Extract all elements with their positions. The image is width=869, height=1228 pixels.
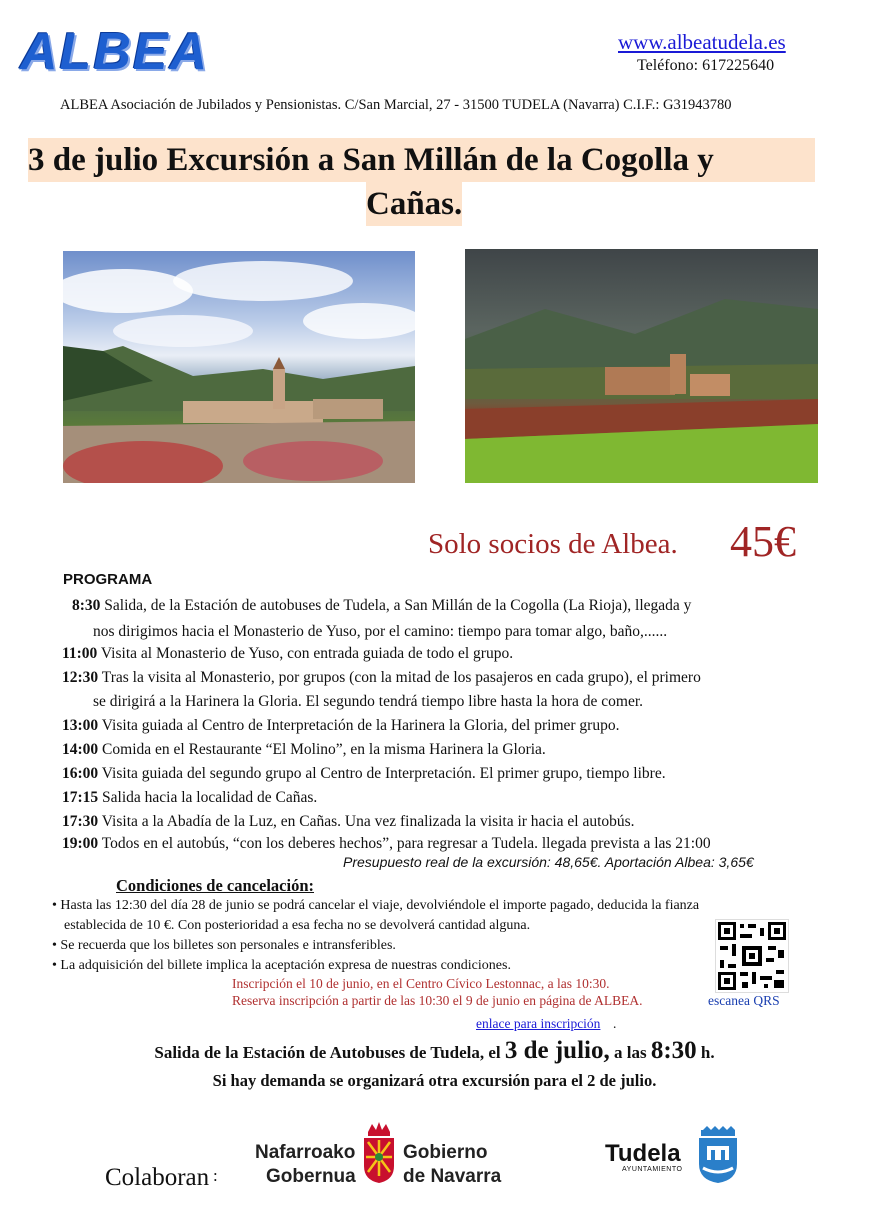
- phone-number: Teléfono: 617225640: [637, 57, 775, 74]
- members-only-text: Solo socios de Albea.: [428, 528, 678, 560]
- program-item: [72, 594, 691, 618]
- program-text: Salida, de la Estación de autobuses de Tudela, a San Millán de la Cogolla (La Rioja), llegada y: [104, 597, 692, 614]
- program-text: Salida hacia la localidad de Cañas.: [102, 789, 318, 806]
- inscription-link-suffix: .: [613, 1016, 617, 1031]
- program-heading: PROGRAMA: [63, 571, 153, 588]
- program-item: [62, 714, 619, 738]
- gov-basque-line-2: Gobernua: [266, 1166, 356, 1187]
- website-link[interactable]: www.albeatudela.es: [618, 30, 786, 54]
- program-text: Comida en el Restaurante “El Molino”, en la misma Harinera la Gloria.: [102, 741, 546, 758]
- program-text: Visita al Monasterio de Yuso, con entrada guiada de todo el grupo.: [100, 645, 514, 662]
- program-time: 19:00: [62, 835, 99, 852]
- gov-spanish-line-1: Gobierno: [403, 1142, 488, 1163]
- association-info: ALBEA Asociación de Jubilados y Pensionistas. C/San Marcial, 27 - 31500 TUDELA (Navarra) C.I.F.: G31943780: [60, 97, 732, 113]
- price-amount: 45€: [730, 517, 796, 566]
- condition-item: • Se recuerda que los billetes son personales e intransferibles.: [52, 938, 396, 953]
- departure-date: 3 de julio,: [504, 1037, 610, 1064]
- qr-code[interactable]: [715, 919, 789, 993]
- program-time: 13:00: [62, 717, 99, 734]
- albea-logo: ALBEA: [20, 23, 210, 81]
- monastery-yuso-photo: [63, 251, 415, 483]
- departure-middle: a las: [613, 1043, 647, 1062]
- program-time: 16:00: [62, 765, 99, 782]
- program-item: [62, 762, 666, 786]
- program-item: [62, 786, 317, 810]
- program-item-continuation: se dirigirá a la Harinera la Gloria. El segundo tendrá tiempo libre hasta la hora de comer.: [93, 693, 644, 710]
- program-time: 17:15: [62, 789, 99, 806]
- program-item: [62, 738, 546, 762]
- page-title-line-1: 3 de julio Excursión a San Millán de la Cogolla y: [28, 138, 815, 182]
- qr-scan-label: escanea QRS: [708, 993, 780, 1008]
- program-text: Visita guiada del segundo grupo al Centro de Interpretación. El primer grupo, tiempo libre.: [101, 765, 666, 782]
- condition-item-continuation: establecida de 10 €. Con posterioridad a esa fecha no se devolverá cantidad alguna.: [64, 918, 531, 933]
- program-text: Tras la visita al Monasterio, por grupos (con la mitad de los pasajeros en cada grupo), el primero: [101, 669, 701, 686]
- page-title-line-2: Cañas.: [366, 182, 462, 226]
- collaborators-label: Colaboran: [105, 1164, 210, 1191]
- inscription-link[interactable]: enlace para inscripción: [476, 1016, 601, 1031]
- program-item: [62, 832, 711, 856]
- tudela-shield-icon: [697, 1126, 739, 1189]
- tudela-ayuntamiento-text: AYUNTAMIENTO: [622, 1166, 683, 1173]
- cancellation-heading: Condiciones de cancelación:: [116, 876, 314, 895]
- departure-info: [0, 1037, 869, 1065]
- departure-time: 8:30: [650, 1037, 697, 1064]
- collaborators-colon: :: [213, 1166, 218, 1185]
- extra-excursion-note: Si hay demanda se organizará otra excursión para el 2 de julio.: [212, 1071, 657, 1090]
- condition-item: • La adquisición del billete implica la aceptación expresa de nuestras condiciones.: [52, 958, 511, 973]
- program-item-continuation: nos dirigimos hacia el Monasterio de Yuso, por el camino: tiempo para tomar algo, baño,......: [93, 623, 668, 640]
- navarra-coat-of-arms-icon: [360, 1122, 398, 1189]
- departure-prefix: Salida de la Estación de Autobuses de Tudela, el: [154, 1043, 501, 1062]
- program-item: [62, 666, 701, 690]
- program-time: 11:00: [62, 645, 98, 662]
- program-time: 17:30: [62, 813, 99, 830]
- condition-item: • Hasta las 12:30 del día 28 de junio se podrá cancelar el viaje, devolviéndole el importe pagado, deducida la fianza: [52, 898, 700, 913]
- program-text: Visita guiada al Centro de Interpretación de la Harinera la Gloria, del primer grupo.: [101, 717, 620, 734]
- program-time: 12:30: [62, 669, 99, 686]
- budget-note: Presupuesto real de la excursión: 48,65€. Aportación Albea: 3,65€: [343, 854, 754, 870]
- gov-basque-line-1: Nafarroako: [255, 1142, 356, 1163]
- program-text: Visita a la Abadía de la Luz, en Cañas. Una vez finalizada la visita ir hacia el autobús.: [101, 813, 635, 830]
- inscription-info: Inscripción el 10 de junio, en el Centro Cívico Lestonnac, a las 10:30.: [232, 976, 610, 991]
- reservation-info: Reserva inscripción a partir de las 10:30 el 9 de junio en página de ALBEA.: [232, 993, 643, 1008]
- canas-abbey-photo: [465, 249, 818, 483]
- gov-spanish-line-2: de Navarra: [403, 1166, 502, 1187]
- tudela-logo-text: Tudela: [605, 1140, 681, 1167]
- program-text: Todos en el autobús, “con los deberes hechos”, para regresar a Tudela. llegada prevista a las 21:00: [101, 835, 711, 852]
- program-item: [62, 642, 513, 666]
- program-item: [62, 810, 635, 834]
- program-time: 8:30: [72, 597, 101, 614]
- departure-suffix: h.: [700, 1043, 715, 1062]
- program-time: 14:00: [62, 741, 99, 758]
